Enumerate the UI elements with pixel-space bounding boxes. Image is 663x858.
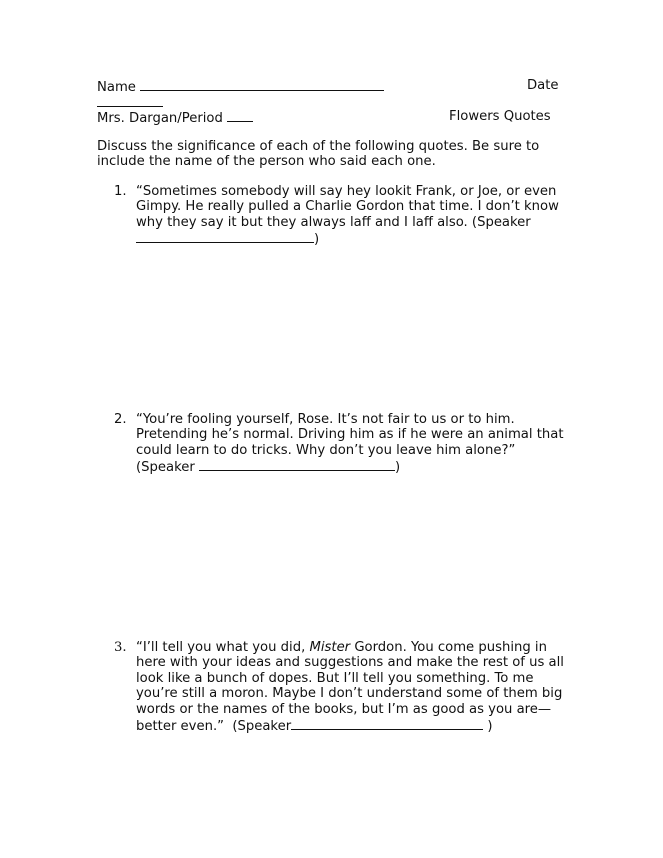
speaker-blank[interactable]: [199, 458, 395, 471]
date-blank[interactable]: [97, 94, 163, 107]
quote-1: [136, 184, 566, 248]
quote-line: why they say it but they always laff and I laff also. (Speaker: [136, 214, 531, 230]
page-title: Flowers Quotes: [449, 109, 551, 124]
quote-text: better even.” (Speaker: [136, 719, 292, 735]
speaker-row: [136, 717, 566, 734]
quote-line: “You’re fooling yourself, Rose. It’s not fair to us or to him.: [136, 412, 515, 427]
quote-number: 2.: [114, 412, 127, 427]
speaker-row: [136, 458, 566, 475]
quote-3: [136, 640, 566, 734]
speaker-row: [136, 230, 566, 247]
instructions-line: Discuss the significance of each of the following quotes. Be sure to: [97, 139, 540, 154]
quote-line: words or the names of the books, but I’m as good as you are—: [136, 701, 552, 717]
name-label: Name: [97, 80, 136, 95]
quote-line: look like a bunch of dopes. But I’ll tell you something. To me: [136, 670, 534, 686]
speaker-blank[interactable]: [291, 717, 483, 730]
quote-line: Pretending he’s normal. Driving him as if he were an animal that: [136, 427, 564, 443]
quote-line: you’re still a moron. Maybe I don’t understand some of them big: [136, 686, 563, 702]
quote-line: “Sometimes somebody will say hey lookit Frank, or Joe, or even: [136, 184, 557, 199]
instructions-line: include the name of the person who said each one.: [97, 154, 436, 169]
speaker-close: ): [483, 719, 493, 735]
quote-number: 1.: [114, 184, 127, 199]
speaker-close: ): [395, 460, 401, 476]
quote-italic-text: Mister: [309, 640, 351, 655]
name-field-row: [97, 78, 384, 95]
speaker-blank[interactable]: [136, 230, 314, 243]
quote-2: [136, 412, 566, 476]
quote-line: Gimpy. He really pulled a Charlie Gordon that time. I don’t know: [136, 199, 559, 215]
name-blank[interactable]: [140, 78, 384, 91]
teacher-period-row: [97, 109, 253, 126]
period-blank[interactable]: [227, 109, 253, 122]
quote-text: Gordon. You come pushing in: [354, 640, 547, 655]
quote-line: here with your ideas and suggestions and make the rest of us all: [136, 655, 564, 671]
quote-line: could learn to do tricks. Why don’t you leave him alone?”: [136, 442, 516, 458]
quote-number: 3.: [114, 640, 127, 655]
date-label: Date: [527, 78, 559, 93]
teacher-period-label: Mrs. Dargan/Period: [97, 111, 223, 126]
speaker-close: ): [314, 232, 320, 248]
quote-line: [136, 640, 566, 655]
quote-text: “I’ll tell you what you did,: [136, 640, 306, 655]
instructions: [97, 139, 539, 169]
speaker-label: (Speaker: [136, 460, 195, 476]
